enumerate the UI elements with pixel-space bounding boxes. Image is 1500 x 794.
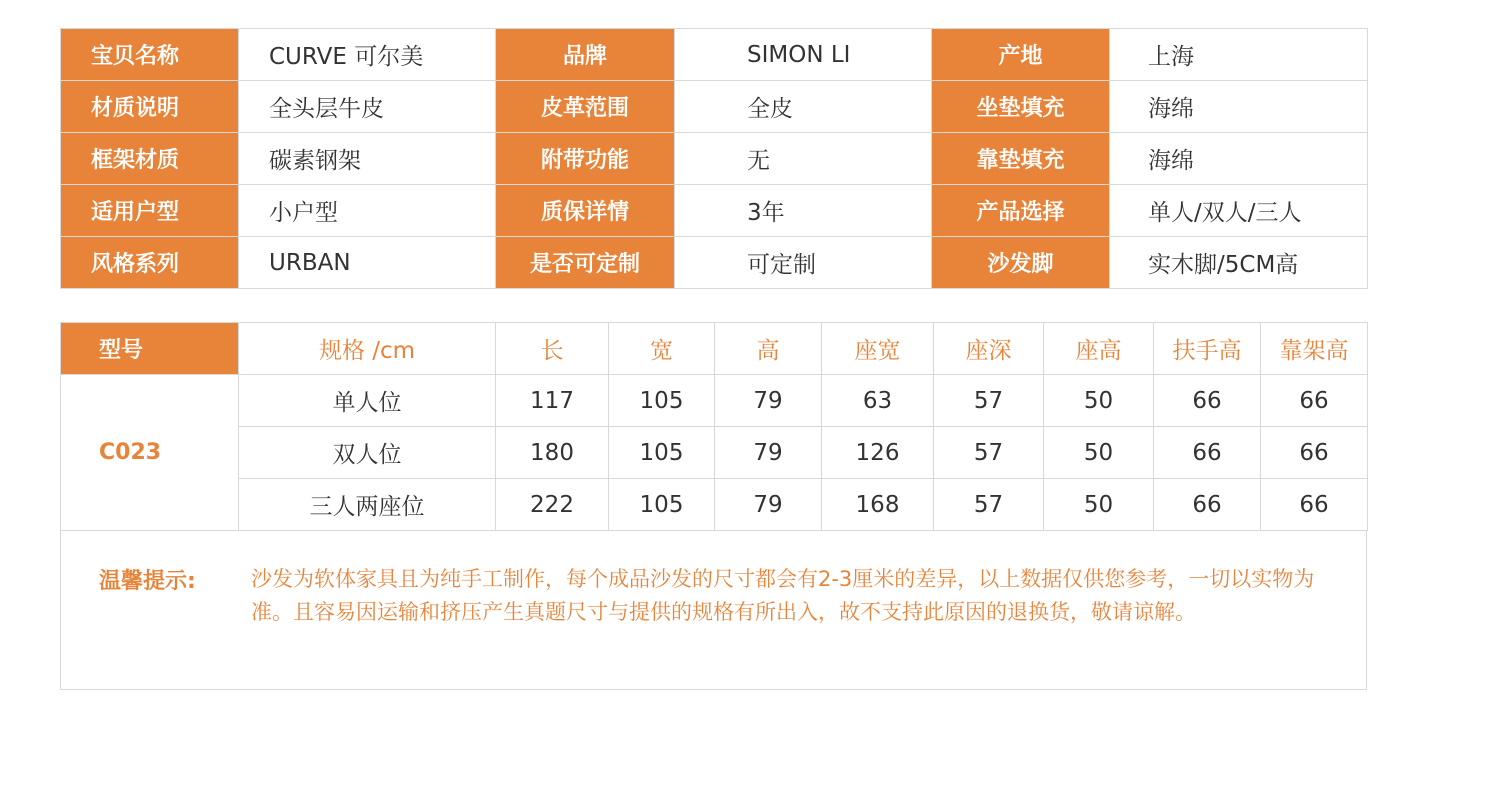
size-row — [61, 427, 1368, 479]
size-value: 79 — [715, 375, 822, 427]
warm-tip-label: 温馨提示: — [99, 569, 196, 594]
spec-value: 全头层牛皮 — [239, 81, 496, 133]
size-value: 50 — [1044, 427, 1154, 479]
spec-value: 海绵 — [1110, 133, 1368, 185]
size-value: 180 — [496, 427, 609, 479]
size-row — [61, 479, 1368, 531]
spec-key: 靠垫填充 — [932, 133, 1110, 185]
spec-key: 产品选择 — [932, 185, 1110, 237]
size-header: 座深 — [934, 323, 1044, 375]
size-value: 222 — [496, 479, 609, 531]
spec-value: URBAN — [239, 237, 496, 289]
size-value: 105 — [609, 375, 715, 427]
size-header: 座宽 — [822, 323, 934, 375]
spec-key: 适用户型 — [61, 185, 239, 237]
size-value: 66 — [1154, 479, 1261, 531]
size-header: 宽 — [609, 323, 715, 375]
spec-value: 全皮 — [675, 81, 932, 133]
size-header-row — [61, 323, 1368, 375]
size-value: 105 — [609, 479, 715, 531]
spec-value: 海绵 — [1110, 81, 1368, 133]
spec-value: 3年 — [675, 185, 932, 237]
size-value: 63 — [822, 375, 934, 427]
spec-value: 小户型 — [239, 185, 496, 237]
spec-key: 材质说明 — [61, 81, 239, 133]
size-header: 规格 /cm — [239, 323, 496, 375]
size-value: 105 — [609, 427, 715, 479]
spec-table — [60, 28, 1368, 289]
spec-key: 品牌 — [496, 29, 675, 81]
size-value: 66 — [1154, 375, 1261, 427]
spec-row — [61, 185, 1368, 237]
spec-key: 坐垫填充 — [932, 81, 1110, 133]
spec-value: CURVE 可尔美 — [239, 29, 496, 81]
spec-row — [61, 133, 1368, 185]
size-value: 57 — [934, 479, 1044, 531]
spec-row — [61, 81, 1368, 133]
size-value: 66 — [1261, 479, 1368, 531]
size-table — [60, 322, 1368, 531]
size-header: 长 — [496, 323, 609, 375]
spec-key: 风格系列 — [61, 237, 239, 289]
spec-key: 框架材质 — [61, 133, 239, 185]
spec-value: 可定制 — [675, 237, 932, 289]
size-header: 扶手高 — [1154, 323, 1261, 375]
size-variant: 单人位 — [239, 375, 496, 427]
size-value: 79 — [715, 427, 822, 479]
model-code: C023 — [61, 375, 239, 531]
size-value: 66 — [1261, 427, 1368, 479]
size-value: 79 — [715, 479, 822, 531]
spec-key: 沙发脚 — [932, 237, 1110, 289]
spec-value: 无 — [675, 133, 932, 185]
size-header: 高 — [715, 323, 822, 375]
spec-key: 宝贝名称 — [61, 29, 239, 81]
spec-key: 是否可定制 — [496, 237, 675, 289]
size-value: 66 — [1261, 375, 1368, 427]
spec-value: 上海 — [1110, 29, 1368, 81]
spec-key: 质保详情 — [496, 185, 675, 237]
size-header: 靠架高 — [1261, 323, 1368, 375]
spec-key: 皮革范围 — [496, 81, 675, 133]
spec-value: 碳素钢架 — [239, 133, 496, 185]
size-value: 57 — [934, 375, 1044, 427]
spec-key: 附带功能 — [496, 133, 675, 185]
size-value: 50 — [1044, 479, 1154, 531]
size-value: 117 — [496, 375, 609, 427]
size-value: 66 — [1154, 427, 1261, 479]
warm-tip-text: 沙发为软体家具且为纯手工制作，每个成品沙发的尺寸都会有2-3厘米的差异，以上数据仅供您参考，一切以实物为准。且容易因运输和挤压产生真题尺寸与提供的规格有所出入，故不支持此原因的退换货，敬请谅解。 — [251, 567, 1315, 624]
spec-value: SIMON LI — [675, 29, 932, 81]
size-variant: 三人两座位 — [239, 479, 496, 531]
product-info — [60, 28, 1367, 690]
warm-tip — [60, 531, 1367, 690]
size-variant: 双人位 — [239, 427, 496, 479]
spec-row — [61, 29, 1368, 81]
size-value: 126 — [822, 427, 934, 479]
model-header: 型号 — [61, 323, 239, 375]
spec-value: 单人/双人/三人 — [1110, 185, 1368, 237]
size-header: 座高 — [1044, 323, 1154, 375]
size-value: 168 — [822, 479, 934, 531]
size-value: 50 — [1044, 375, 1154, 427]
spec-key: 产地 — [932, 29, 1110, 81]
size-row — [61, 375, 1368, 427]
spec-value: 实木脚/5CM高 — [1110, 237, 1368, 289]
size-value: 57 — [934, 427, 1044, 479]
spec-row — [61, 237, 1368, 289]
